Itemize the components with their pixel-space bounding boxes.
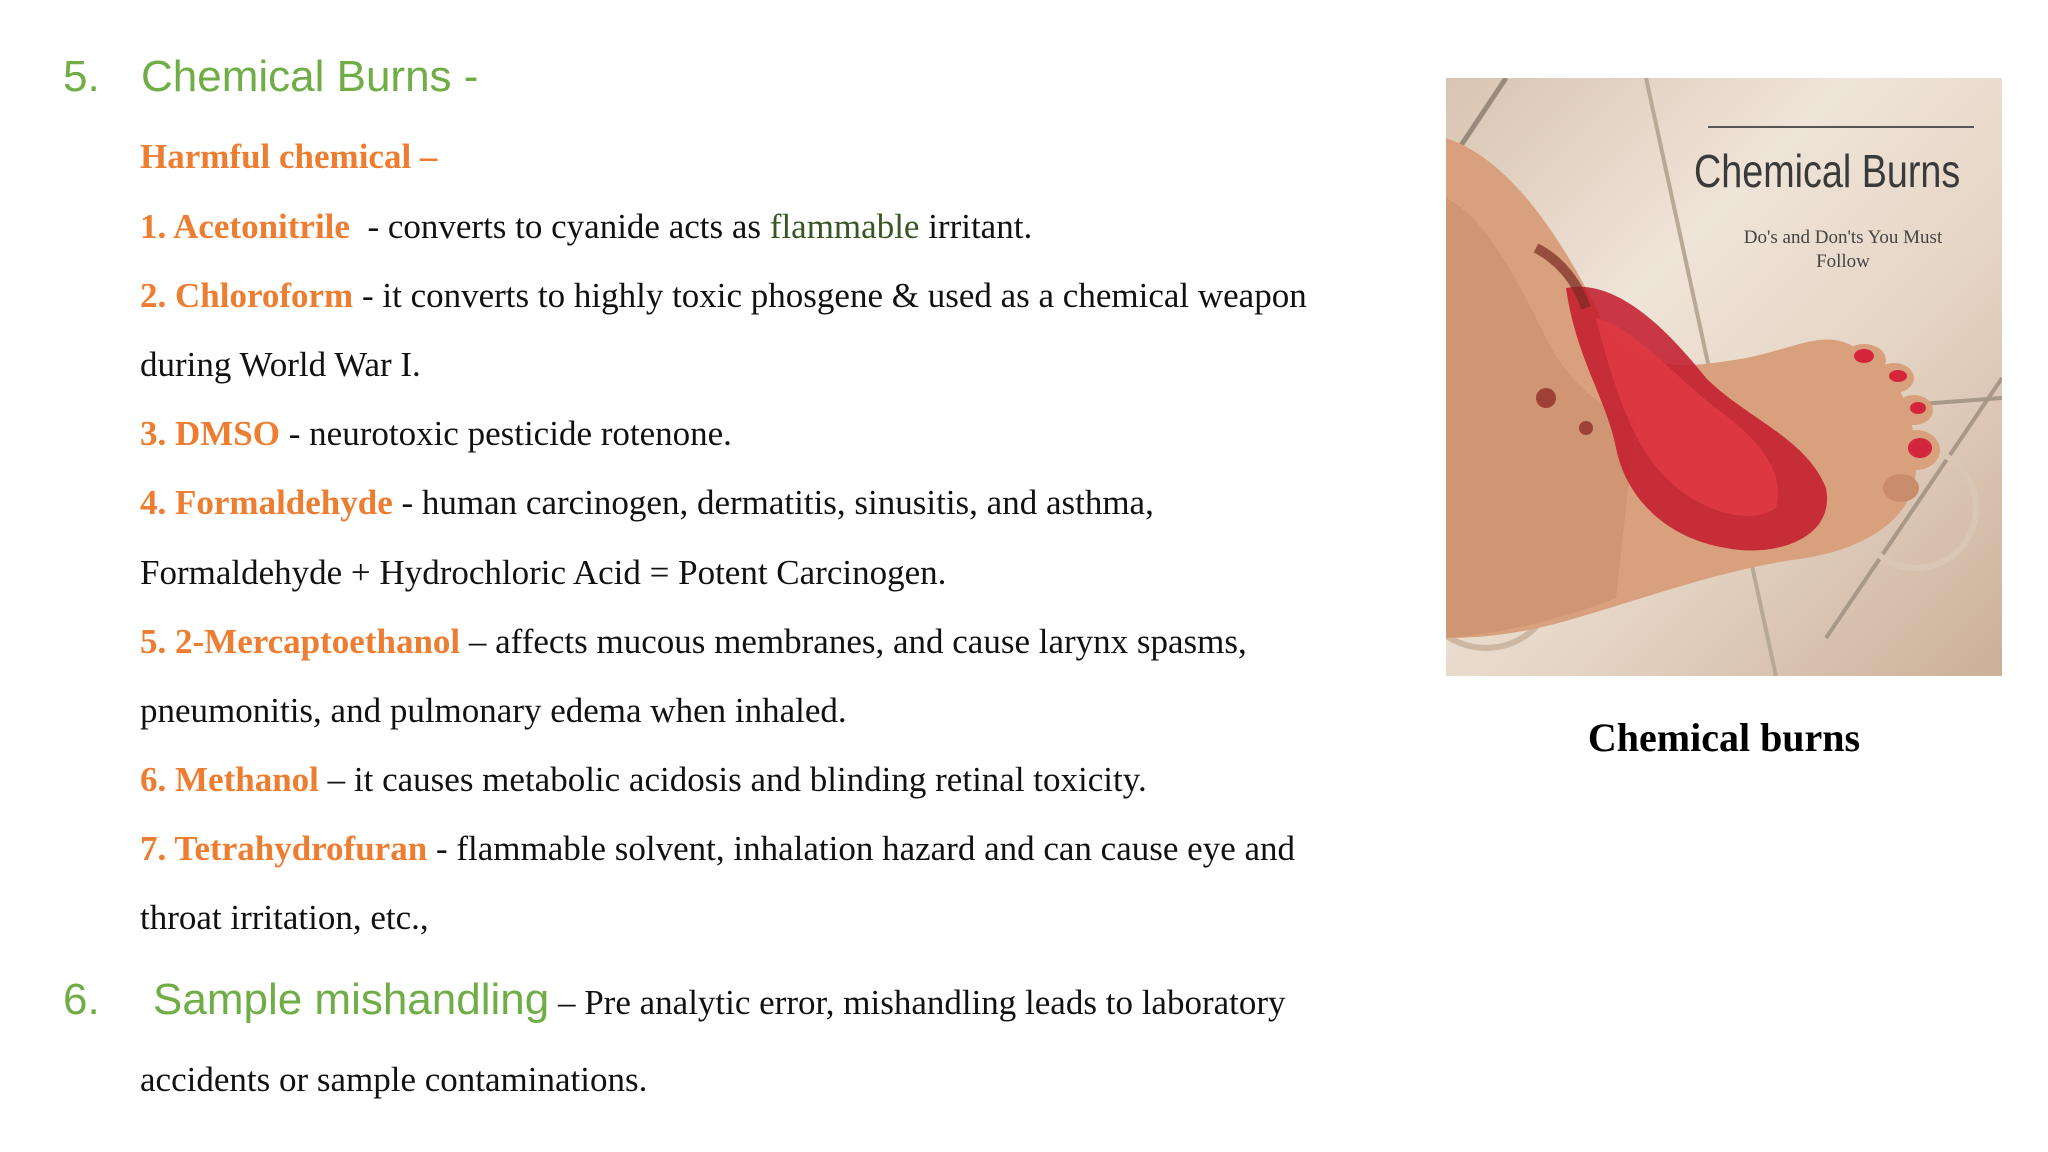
list-item	[140, 207, 1032, 247]
list-item	[140, 414, 732, 454]
chemical-name: 6. Methanol	[140, 760, 319, 799]
section-heading-5	[63, 52, 478, 102]
section-title: Sample mishandling	[153, 975, 550, 1024]
item-text: – it causes metabolic acidosis and blinding retinal toxicity.	[318, 760, 1147, 799]
item-text: - flammable solvent, inhalation hazard and can cause eye and	[427, 829, 1296, 868]
item-text: - human carcinogen, dermatitis, sinusitis, and asthma,	[392, 483, 1154, 522]
highlight-word: flammable	[769, 207, 920, 246]
section-heading-6	[63, 975, 1286, 1025]
item-text: irritant.	[919, 207, 1033, 246]
figure-caption: Chemical burns	[1587, 715, 1861, 760]
list-item	[140, 483, 1154, 523]
section-number: 6.	[63, 975, 100, 1024]
list-item	[140, 829, 1295, 869]
section-description: – Pre analytic error, mishandling leads to laboratory	[549, 983, 1286, 1022]
item-text: – affects mucous membranes, and cause larynx spasms,	[460, 622, 1247, 661]
image-subtitle: Do's and Don'ts You Must Follow	[1743, 227, 1943, 272]
chemical-name: 7. Tetrahydrofuran	[140, 829, 428, 868]
image-title: Chemical Burns	[1694, 145, 1961, 197]
item-text: - it converts to highly toxic phosgene & used as a chemical weapon	[353, 276, 1307, 315]
chemical-burn-photo	[1446, 78, 2002, 676]
item-text: - converts to cyanide acts as	[349, 207, 770, 246]
section-number: 5.	[63, 52, 100, 101]
list-item	[140, 760, 1147, 800]
list-item	[140, 622, 1247, 662]
item-text: - neurotoxic pesticide rotenone.	[280, 414, 732, 453]
list-item-continuation: pneumonitis, and pulmonary edema when inhaled.	[140, 691, 847, 730]
list-item-continuation: during World War I.	[140, 345, 421, 384]
chemical-name: 5. 2-Mercaptoethanol	[140, 622, 461, 661]
section-title: Chemical Burns -	[141, 52, 479, 101]
title-rule	[1708, 126, 1974, 128]
list-item-continuation: throat irritation, etc.,	[140, 898, 429, 937]
chemical-name: 2. Chloroform	[140, 276, 354, 315]
list-item-continuation: Formaldehyde + Hydrochloric Acid = Potent Carcinogen.	[140, 553, 947, 592]
list-item	[140, 276, 1307, 316]
section-description-continuation: accidents or sample contaminations.	[140, 1060, 648, 1099]
chemical-name: 3. DMSO	[140, 414, 280, 453]
chemical-name: 4. Formaldehyde	[140, 483, 393, 522]
subheading: Harmful chemical –	[140, 137, 438, 176]
chemical-name: 1. Acetonitrile	[140, 207, 350, 246]
